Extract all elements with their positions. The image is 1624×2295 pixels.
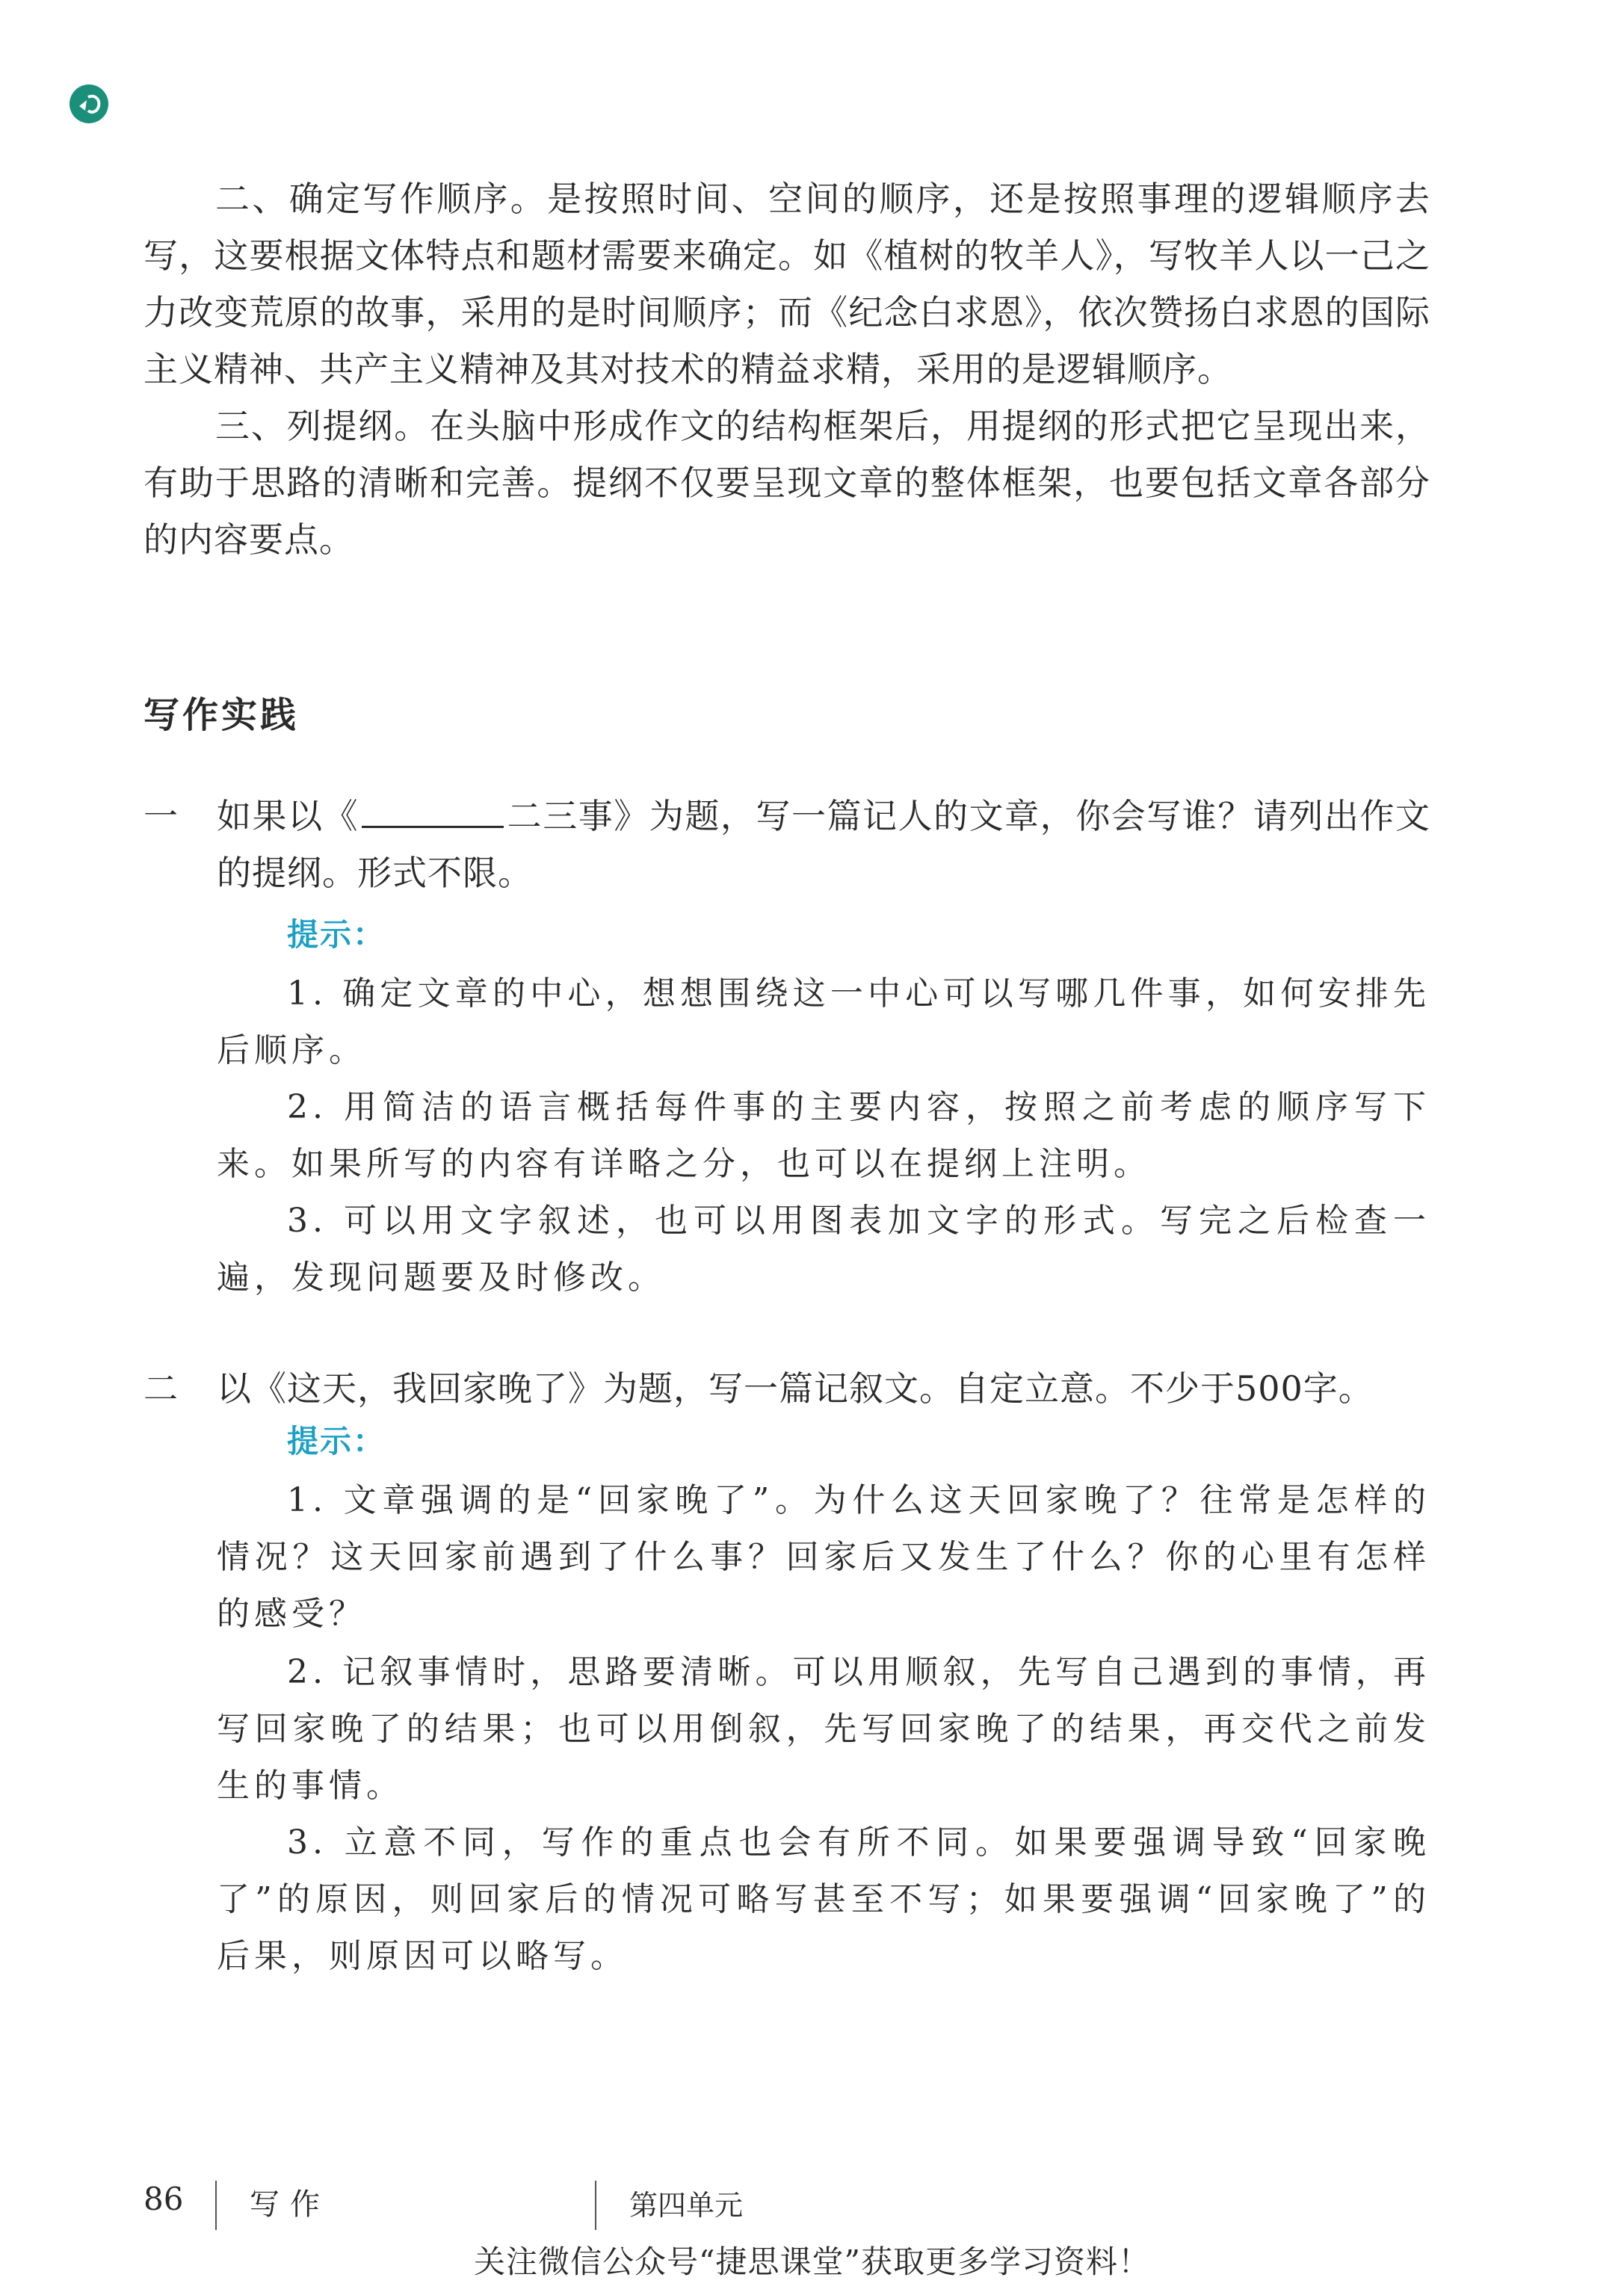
textbook-logo-icon [69, 84, 109, 124]
section-title: 写作实践 [143, 694, 300, 736]
paragraph-outline: 三、列提纲。在头脑中形成作文的结构框架后，用提纲的形式把它呈现出来，有助于思路的清晰和完善。提纲不仅要呈现文章的整体框架，也要包括文章各部分的内容要点。 [143, 406, 1430, 560]
footer-divider [595, 2181, 596, 2230]
task-2-number: 二 [143, 1368, 179, 1409]
task-2-hint-2: 2. 记叙事情时，思路要清晰。可以用顺叙，先写自己遇到的事情，再写回家晚了的结果；也可以用倒叙，先写回家晚了的结果，再交代之前发生的事情。 [217, 1653, 1430, 1805]
title-blank [362, 799, 504, 828]
task-1-text-after: 二三事》为题，写一篇记人的文章，你会写谁？请列出作文的提纲。形式不限。 [217, 796, 1431, 893]
task-2-hint-label: 提示： [287, 1423, 386, 1460]
paragraph-writing-order: 二、确定写作顺序。是按照时间、空间的顺序，还是按照事理的逻辑顺序去写，这要根据文体特点和题材需要来确定。如《植树的牧羊人》，写牧羊人以一己之力改变荒原的故事，采用的是时间顺序；而《纪念白求恩》，依次赞扬白求恩的国际主义精神、共产主义精神及其对技术的精益求精，采用的是逻辑顺序。 [143, 179, 1430, 389]
task-2-text: 以《这天，我回家晚了》为题，写一篇记叙文。自定立意。不少于500字。 [217, 1368, 1374, 1409]
footer-promo: 关注微信公众号“捷思课堂”获取更多学习资料！ [474, 2243, 1150, 2280]
page-number: 86 [143, 2181, 184, 2217]
task-1-text-before: 如果以《 [217, 796, 359, 836]
footer-section: 写作 [250, 2187, 330, 2222]
task-1-hint-label: 提示： [287, 916, 386, 953]
task-1-text [217, 788, 1430, 901]
task-2 [143, 1360, 1430, 1417]
footer-divider [215, 2181, 217, 2230]
task-1-hint-3: 3. 可以用文字叙述，也可以用图表加文字的形式。写完之后检查一遍，发现问题要及时修改。 [217, 1202, 1430, 1297]
task-1 [143, 788, 1430, 901]
task-1-number: 一 [143, 796, 179, 836]
task-1-hint-2: 2. 用简洁的语言概括每件事的主要内容，按照之前考虑的顺序写下来。如果所写的内容有详略之分，也可以在提纲上注明。 [217, 1088, 1430, 1183]
task-1-hint-1: 1. 确定文章的中心，想想围绕这一中心可以写哪几件事，如何安排先后顺序。 [217, 974, 1430, 1069]
task-2-hint-3: 3. 立意不同，写作的重点也会有所不同。如果要强调导致“回家晚了”的原因，则回家后的情况可略写甚至不写；如果要强调“回家晚了”的后果，则原因可以略写。 [217, 1823, 1430, 1975]
task-2-hint-1: 1. 文章强调的是“回家晚了”。为什么这天回家晚了？往常是怎样的情况？这天回家前遇到了什么事？回家后又发生了什么？你的心里有怎样的感受？ [217, 1481, 1430, 1633]
footer-unit: 第四单元 [629, 2189, 744, 2222]
